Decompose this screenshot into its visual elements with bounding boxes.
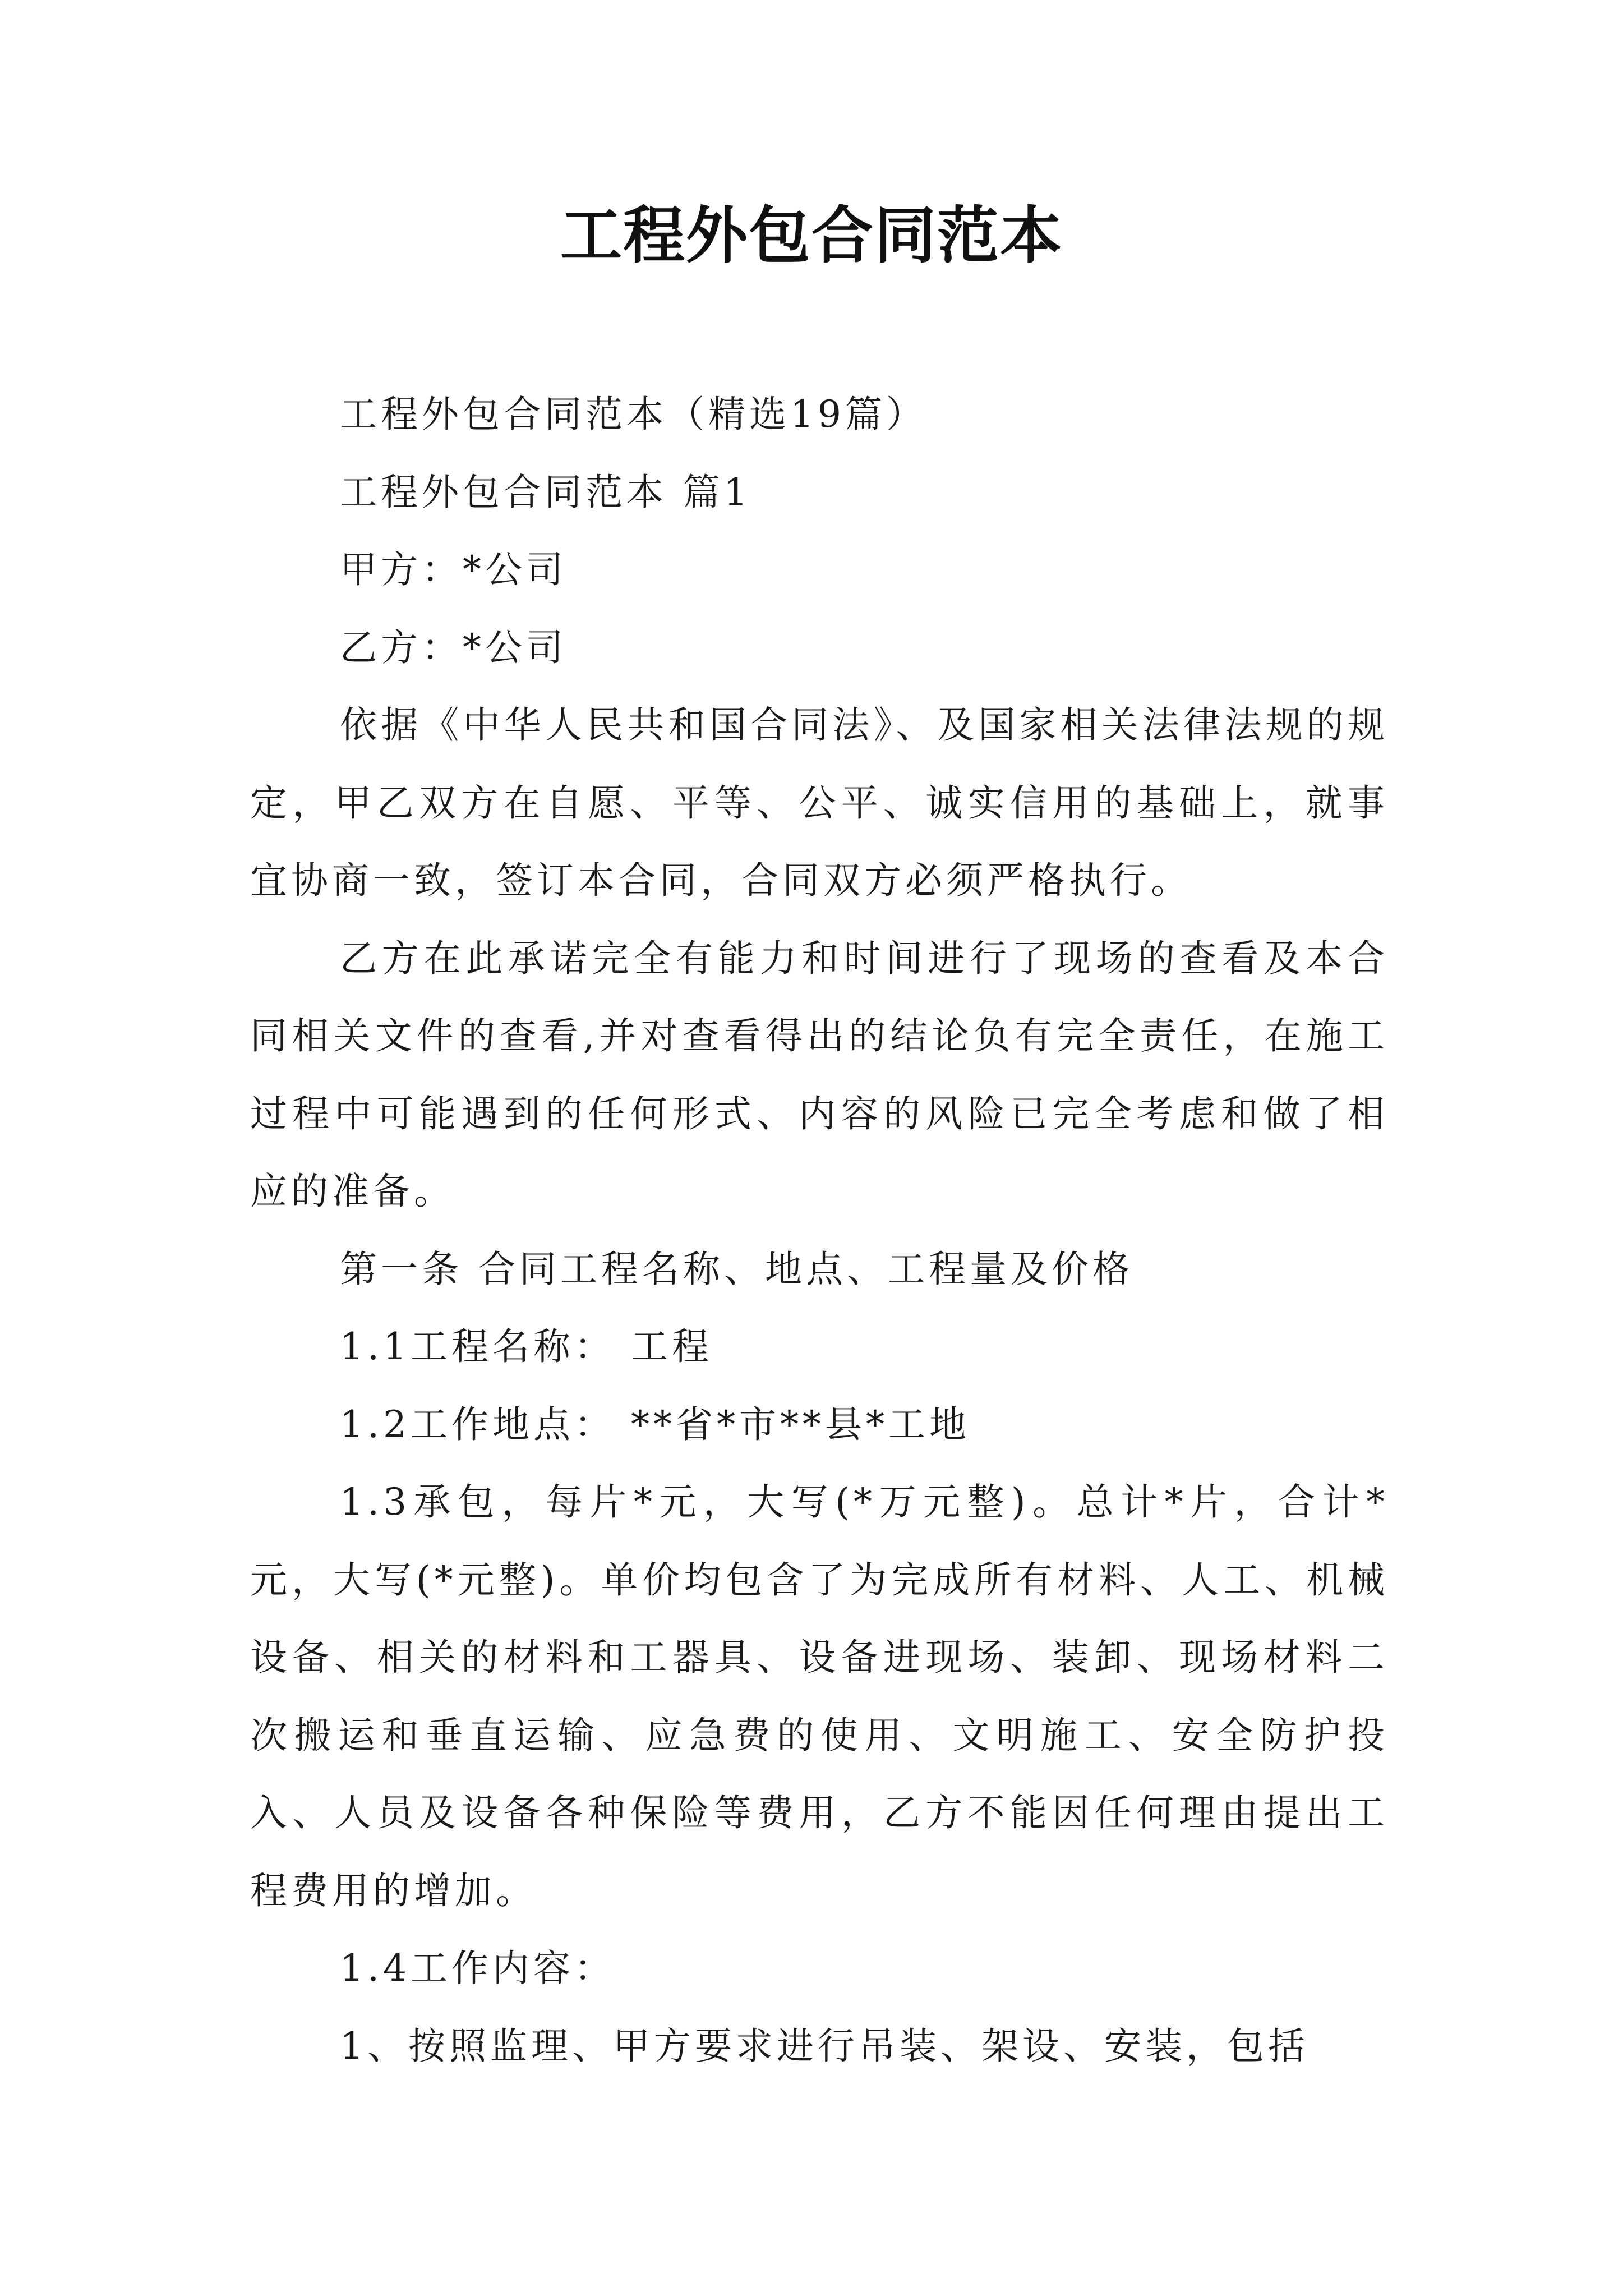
paragraph-party-b: 乙方：*公司 bbox=[340, 625, 567, 669]
paragraph-party-a: 甲方：*公司 bbox=[340, 548, 567, 591]
paragraph-work-item-1: 1、按照监理、甲方要求进行吊装、架设、安装，包括 bbox=[340, 2024, 1309, 2068]
paragraph-work-location: 1.2工作地点： **省*市**县*工地 bbox=[340, 1402, 970, 1446]
paragraph-contract-price: 1.3承包，每片*元，大写(*万元整)。总计*片，合计*元，大写(*元整)。单价均包含了为完成所有材料、人工、机械设备、相关的材料和工器具、设备进现场、装卸、现场材料二次搬运和垂直运输、应急费的使用、文明施工、安全防护投入、人员及设备各种保险等费用，乙方不能因任何理由提出工程费用的增加。 bbox=[250, 1480, 1389, 1912]
document-title: 工程外包合同范本 bbox=[560, 199, 1063, 272]
paragraph-article-one: 第一条 合同工程名称、地点、工程量及价格 bbox=[340, 1247, 1133, 1291]
paragraph-commitment: 乙方在此承诺完全有能力和时间进行了现场的查看及本合同相关文件的查看,并对查看得出的结论负有完全责任，在施工过程中可能遇到的任何形式、内容的风险已完全考虑和做了相应的准备。 bbox=[250, 936, 1389, 1213]
paragraph-work-content: 1.4工作内容： bbox=[340, 1947, 615, 1990]
document-body bbox=[250, 376, 1389, 2085]
paragraph-subtitle: 工程外包合同范本（精选19篇） bbox=[340, 393, 927, 436]
paragraph-legal-basis: 依据《中华人民共和国合同法》、及国家相关法律法规的规定，甲乙双方在自愿、平等、公平、诚实信用的基础上，就事宜协商一致，签订本合同，合同双方必须严格执行。 bbox=[250, 703, 1389, 902]
paragraph-section-heading: 工程外包合同范本 篇1 bbox=[340, 470, 751, 514]
paragraph-project-name: 1.1工程名称： 工程 bbox=[340, 1325, 713, 1368]
